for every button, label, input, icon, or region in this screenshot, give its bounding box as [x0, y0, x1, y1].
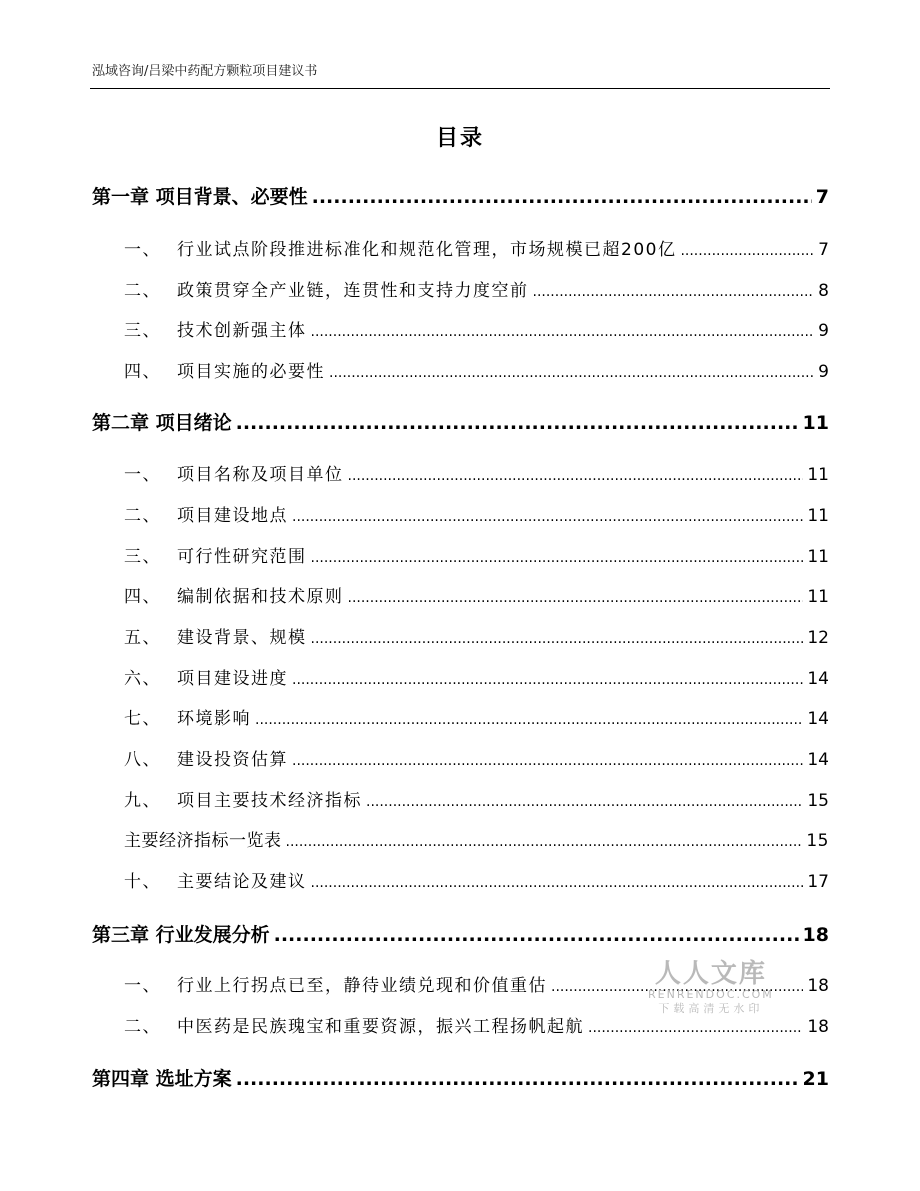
toc-entry-title: 项目主要技术经济指标	[177, 791, 362, 811]
dot-leader	[286, 831, 803, 851]
toc-entry-title: 建设背景、规模	[177, 628, 307, 648]
toc-entry-label	[92, 182, 308, 209]
toc-entry-title: 主要结论及建议	[177, 872, 307, 892]
dot-leader	[533, 281, 815, 301]
toc-section-entry[interactable]	[124, 664, 829, 689]
toc-section-entry[interactable]	[124, 826, 829, 851]
toc-section-entry[interactable]	[124, 786, 829, 811]
toc-entry-label	[124, 971, 547, 996]
toc-page-number: 7	[818, 240, 829, 260]
toc-page-number: 18	[807, 976, 829, 996]
toc-entry-number: 五、	[124, 628, 161, 648]
toc-entry-number: 四、	[124, 362, 161, 382]
toc-entry-number: 二、	[124, 506, 161, 526]
dot-leader	[274, 924, 799, 946]
toc-page-number: 11	[807, 547, 829, 567]
toc-entry-label	[124, 623, 307, 648]
toc-entry-label	[124, 704, 251, 729]
toc-entry-number: 二、	[124, 281, 161, 301]
dot-leader	[311, 628, 804, 648]
toc-page-number: 18	[807, 1017, 829, 1037]
toc-entry-title: 项目建设进度	[177, 669, 288, 689]
toc-entry-label	[124, 276, 529, 301]
toc-entry-title: 第一章 项目背景、必要性	[92, 186, 308, 208]
toc-section-entry[interactable]	[124, 867, 829, 892]
toc-entry-title: 第四章 选址方案	[92, 1068, 232, 1090]
toc-entry-number: 三、	[124, 321, 161, 341]
toc-entry-label	[124, 867, 307, 892]
toc-entry-title: 行业上行拐点已至，静待业绩兑现和价值重估	[177, 976, 547, 996]
toc-entry-label	[124, 786, 362, 811]
running-header: 泓域咨询/吕梁中药配方颗粒项目建议书	[92, 64, 318, 79]
dot-leader	[311, 321, 815, 341]
toc-chapter-entry[interactable]	[92, 920, 829, 947]
toc-entry-label	[124, 1012, 584, 1037]
toc-page-number: 9	[818, 321, 829, 341]
toc-entry-title: 主要经济指标一览表	[124, 831, 282, 851]
dot-leader	[292, 506, 803, 526]
toc-entry-number: 七、	[124, 709, 161, 729]
dot-leader	[366, 791, 803, 811]
toc-entry-title: 第二章 项目绪论	[92, 412, 232, 434]
toc-entry-number: 四、	[124, 587, 161, 607]
toc-entry-title: 技术创新强主体	[177, 321, 307, 341]
toc-section-entry[interactable]	[124, 745, 829, 770]
watermark-logo-text: 人人文库	[654, 959, 767, 989]
toc-section-entry[interactable]	[124, 460, 829, 485]
dot-leader	[236, 1068, 799, 1090]
toc-entry-title: 编制依据和技术原则	[177, 587, 344, 607]
toc-page-number: 8	[818, 281, 829, 301]
toc-page-number: 17	[807, 872, 829, 892]
toc-section-entry[interactable]	[124, 501, 829, 526]
dot-leader	[292, 669, 803, 689]
toc-page-number: 21	[802, 1068, 829, 1090]
toc-page-number: 7	[815, 186, 829, 208]
toc-entry-title: 建设投资估算	[177, 750, 288, 770]
dot-leader	[312, 186, 812, 208]
toc-page-number: 11	[807, 465, 829, 485]
dot-leader	[292, 750, 803, 770]
toc-entry-title: 政策贯穿全产业链，连贯性和支持力度空前	[177, 281, 529, 301]
toc-entry-title: 环境影响	[177, 709, 251, 729]
toc-page-number: 9	[818, 362, 829, 382]
toc-entry-title: 项目实施的必要性	[177, 362, 325, 382]
toc-entry-label	[124, 235, 676, 260]
toc-page-number: 15	[807, 791, 829, 811]
toc-page-number: 15	[806, 831, 829, 851]
toc-entry-label	[124, 460, 344, 485]
toc-section-entry[interactable]	[124, 582, 829, 607]
toc-chapter-entry[interactable]	[92, 182, 829, 209]
toc-section-entry[interactable]	[124, 316, 829, 341]
dot-leader	[588, 1017, 803, 1037]
toc-section-entry[interactable]	[124, 623, 829, 648]
toc-entry-label	[92, 408, 232, 435]
toc-entry-label	[124, 542, 307, 567]
toc-section-entry[interactable]	[124, 1012, 829, 1037]
toc-entry-title: 中医药是民族瑰宝和重要资源，振兴工程扬帆起航	[177, 1017, 584, 1037]
toc-page-number: 11	[807, 587, 829, 607]
toc-entry-number: 一、	[124, 465, 161, 485]
toc-page-number: 14	[807, 669, 829, 689]
toc-entry-label	[124, 826, 282, 851]
toc-page-number: 14	[807, 750, 829, 770]
toc-entry-number: 三、	[124, 547, 161, 567]
toc-entry-label	[92, 920, 270, 947]
toc-page-number: 18	[802, 924, 829, 946]
watermark-tagline: 下载高清无水印	[658, 1002, 764, 1015]
toc-entry-number: 九、	[124, 791, 161, 811]
dot-leader	[680, 240, 814, 260]
dot-leader	[348, 587, 804, 607]
toc-entry-label	[124, 745, 288, 770]
toc-entry-number: 十、	[124, 872, 161, 892]
toc-entry-title: 可行性研究范围	[177, 547, 307, 567]
dot-leader	[551, 976, 803, 996]
dot-leader	[311, 872, 804, 892]
dot-leader	[329, 362, 814, 382]
toc-entry-label	[124, 357, 325, 382]
toc-section-entry[interactable]	[124, 704, 829, 729]
toc-entry-label	[124, 501, 288, 526]
toc-page-number: 14	[807, 709, 829, 729]
watermark-url: RENRENDOC.COM	[648, 988, 774, 1001]
toc-entry-number: 六、	[124, 669, 161, 689]
toc-entry-title: 项目名称及项目单位	[177, 465, 344, 485]
toc-entry-number: 八、	[124, 750, 161, 770]
toc-entry-number: 一、	[124, 976, 161, 996]
dot-leader	[255, 709, 803, 729]
toc-entry-title: 行业试点阶段推进标准化和规范化管理，市场规模已超200亿	[177, 240, 677, 260]
toc-entry-label	[124, 582, 344, 607]
dot-leader	[311, 547, 804, 567]
toc-section-entry[interactable]	[124, 357, 829, 382]
toc-page-number: 12	[807, 628, 829, 648]
dot-leader	[236, 412, 799, 434]
toc-chapter-entry[interactable]	[92, 1064, 829, 1091]
toc-entry-label	[92, 1064, 232, 1091]
toc-entry-number: 一、	[124, 240, 161, 260]
toc-entry-label	[124, 664, 288, 689]
toc-section-entry[interactable]	[124, 542, 829, 567]
toc-entry-label	[124, 316, 307, 341]
toc-entry-number: 二、	[124, 1017, 161, 1037]
toc-entry-title: 第三章 行业发展分析	[92, 924, 270, 946]
toc-section-entry[interactable]	[124, 971, 829, 996]
toc-section-entry[interactable]	[124, 235, 829, 260]
page-title: 目录	[435, 126, 484, 151]
toc-chapter-entry[interactable]	[92, 408, 829, 435]
toc-section-entry[interactable]	[124, 276, 829, 301]
toc-page-number: 11	[807, 506, 829, 526]
toc-page-number: 11	[802, 412, 829, 434]
dot-leader	[348, 465, 804, 485]
toc-entry-title: 项目建设地点	[177, 506, 288, 526]
